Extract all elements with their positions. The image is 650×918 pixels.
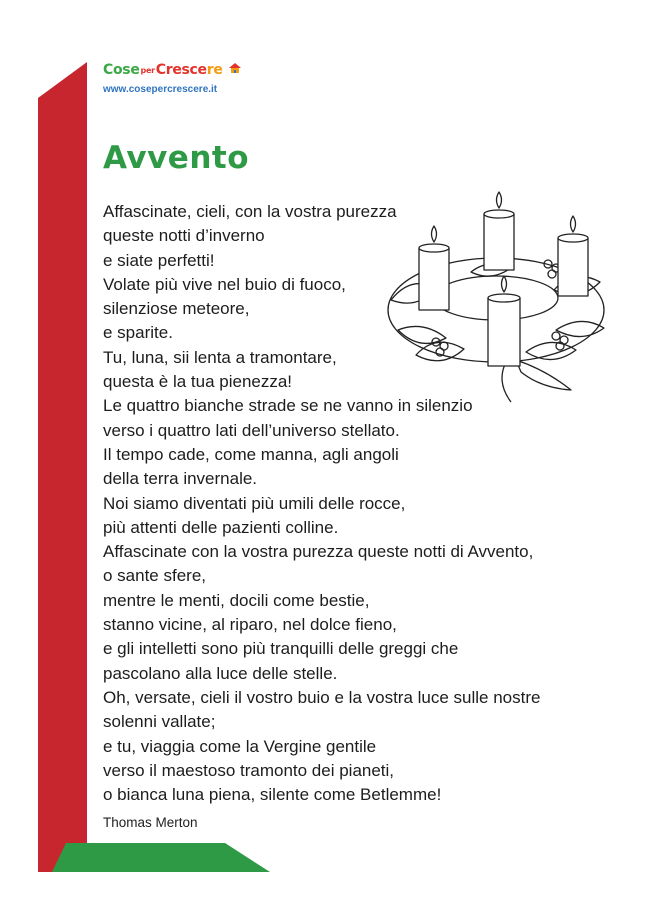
flame-icon bbox=[571, 216, 576, 232]
poem-line: Affascinate, cieli, con la vostra purezza bbox=[103, 202, 397, 221]
green-ribbon-fold bbox=[52, 843, 270, 872]
candle-right bbox=[558, 238, 588, 296]
poem-line: verso i quattro lati dell’universo stellato. bbox=[103, 420, 400, 440]
poem-line: o bianca luna piena, silente come Betlemme! bbox=[103, 785, 442, 805]
site-url: www.cosepercrescere.it bbox=[103, 84, 218, 95]
brand-logo bbox=[103, 62, 243, 95]
poem-line: e sparite. bbox=[103, 323, 173, 343]
page-title: Avvento bbox=[103, 140, 250, 176]
poem-author: Thomas Merton bbox=[103, 815, 198, 830]
poem-line: solenni vallate; bbox=[103, 712, 216, 732]
poem-line: queste notti d’inverno bbox=[103, 226, 265, 246]
poem-line: pascolano alla luce delle stelle. bbox=[103, 663, 338, 683]
poem-text bbox=[103, 200, 540, 807]
logo-part-per: per bbox=[140, 65, 155, 75]
poem-line: Affascinate con la vostra purezza queste notti di Avvento, bbox=[103, 542, 534, 562]
poem-line: stanno vicine, al riparo, nel dolce fieno, bbox=[103, 615, 397, 635]
logo-part-cose: Cose bbox=[103, 62, 140, 78]
poem-line: verso il maestoso tramonto dei pianeti, bbox=[103, 760, 395, 780]
poem-line: Il tempo cade, come manna, agli angoli bbox=[103, 444, 399, 464]
poem-line: e tu, viaggia come la Vergine gentile bbox=[103, 736, 377, 756]
logo-part-re: re bbox=[206, 62, 223, 78]
candle-top bbox=[558, 234, 588, 242]
red-ribbon-band bbox=[38, 62, 87, 872]
house-icon bbox=[227, 62, 243, 74]
poem-line: Volate più vive nel buio di fuoco, bbox=[103, 274, 346, 294]
poem-line: e siate perfetti! bbox=[103, 250, 215, 270]
poem-line: o sante sfere, bbox=[103, 566, 207, 586]
logo-wordmark bbox=[103, 62, 243, 78]
poem-line: Tu, luna, sii lenta a tramontare, bbox=[103, 347, 337, 367]
poem-line: questa è la tua pienezza! bbox=[103, 372, 293, 392]
poem-line: Oh, versate, cieli il vostro buio e la vostra luce sulle nostre bbox=[103, 687, 541, 707]
poem-line: della terra invernale. bbox=[103, 469, 258, 489]
poem-line: Noi siamo diventati più umili delle rocce, bbox=[103, 493, 406, 513]
poem-line: più attenti delle pazienti colline. bbox=[103, 517, 339, 537]
poem-line: mentre le menti, docili come bestie, bbox=[103, 590, 370, 610]
logo-part-cresce: Cresce bbox=[155, 62, 207, 78]
poem-line: silenziose meteore, bbox=[103, 299, 250, 319]
poem-line: e gli intelletti sono più tranquilli delle greggi che bbox=[103, 639, 459, 659]
poem-line: Le quattro bianche strade se ne vanno in silenzio bbox=[103, 396, 473, 416]
